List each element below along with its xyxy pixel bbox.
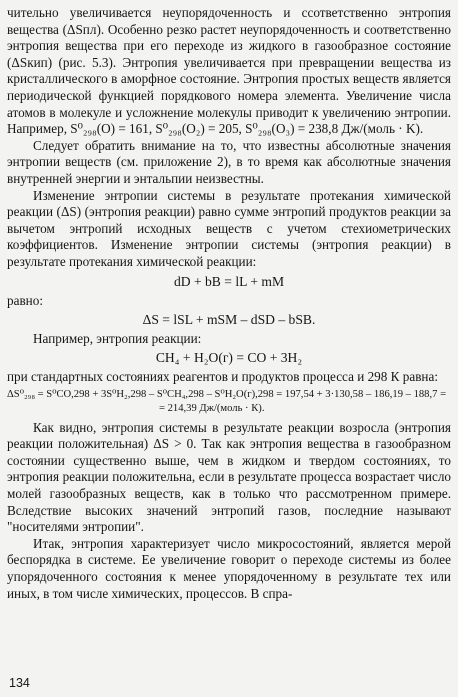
example-heading: Например, энтропия реакции:	[33, 330, 202, 346]
reaction-formula: dD + bB = lL + mM	[173, 273, 285, 289]
page-number: 134	[9, 676, 30, 690]
paragraph-standard-conditions: при стандартных состояниях реагентов и продуктов процесса и 298 К равна:	[7, 369, 438, 385]
methane-reaction-formula: CH₄ + H₂O(г) = CO + 3H₂	[155, 350, 303, 366]
paragraph-entropy-intro: чительно увеличивается неупорядоченность и ссответственно энтропия вещества (ΔSпл). Особенно резко растет неупорядоченность и соответственно энтропия вещества при его переходе из жидкого в газообразное состояние (ΔSкип) (рис. 5.3). Энтропия увеличивается при превращении вещества из кристаллического в аморфное состояние. Энтропия простых веществ является периодической функцией порядкового номера элемента. Увеличение числа атомов в молекуле и усложнение молекулы приводит к увеличению энтропии. Например, S⁰₂₉₈(O) = 161, S⁰₂₉₈(O₂) = 205, S⁰₂₉₈(O₃) = 238,8 Дж/(моль · K).	[7, 5, 451, 137]
entropy-calculation-line1: ΔS⁰₂₉₈ = S⁰CO,298 + 3S⁰H₂,298 – S⁰CH₄,298 – S⁰H₂O(г),298 = 197,54 + 3·130,58 – 186,19 – 188,7 =	[7, 388, 447, 400]
label-ravno: равно:	[7, 292, 43, 308]
delta-s-formula: ΔS = lSL + mSM – dSD – bSB.	[142, 311, 316, 327]
paragraph-absolute-values: Следует обратить внимание на то, что известны абсолютные значения энтропии веществ (см. приложение 2), в то время как абсолютные значения внутренней энергии и энтальпии неизвестны.	[7, 137, 451, 186]
paragraph-reaction-entropy: Изменение энтропии системы в результате протекания химической реакции (ΔS) (энтропия реакции) равно сумме энтропий продуктов реакции за вычетом энтропий исходных веществ с учетом стехиометрических коэффициентов. Изменение энтропии системы (энтропия реакции) в результате протекания химической реакции:	[7, 187, 451, 269]
entropy-calculation-line2: = 214,39 Дж/(моль · К).	[159, 402, 265, 414]
paragraph-entropy-increase: Как видно, энтропия системы в результате реакции возросла (энтропия реакции положительная) ΔS > 0. Так как энтропия вещества в газообразном состоянии существенно выше, чем в жидком и твердом состояниях, то энтропия реакции положительна, если в результате процесса возрастает число молей газообразных веществ, как в только что рассмотренном примере. Вследствие высоких значений энтропий газов, последние называют "носителями энтропии".	[7, 419, 451, 535]
paragraph-conclusion: Итак, энтропия характеризует число микросостояний, является мерой беспорядка в системе. Ее увеличение говорит о переходе системы из более упорядоченного состояния к менее упорядоченному в результате тех или иных, в том числе химических, процессов. В спра-	[7, 535, 451, 601]
